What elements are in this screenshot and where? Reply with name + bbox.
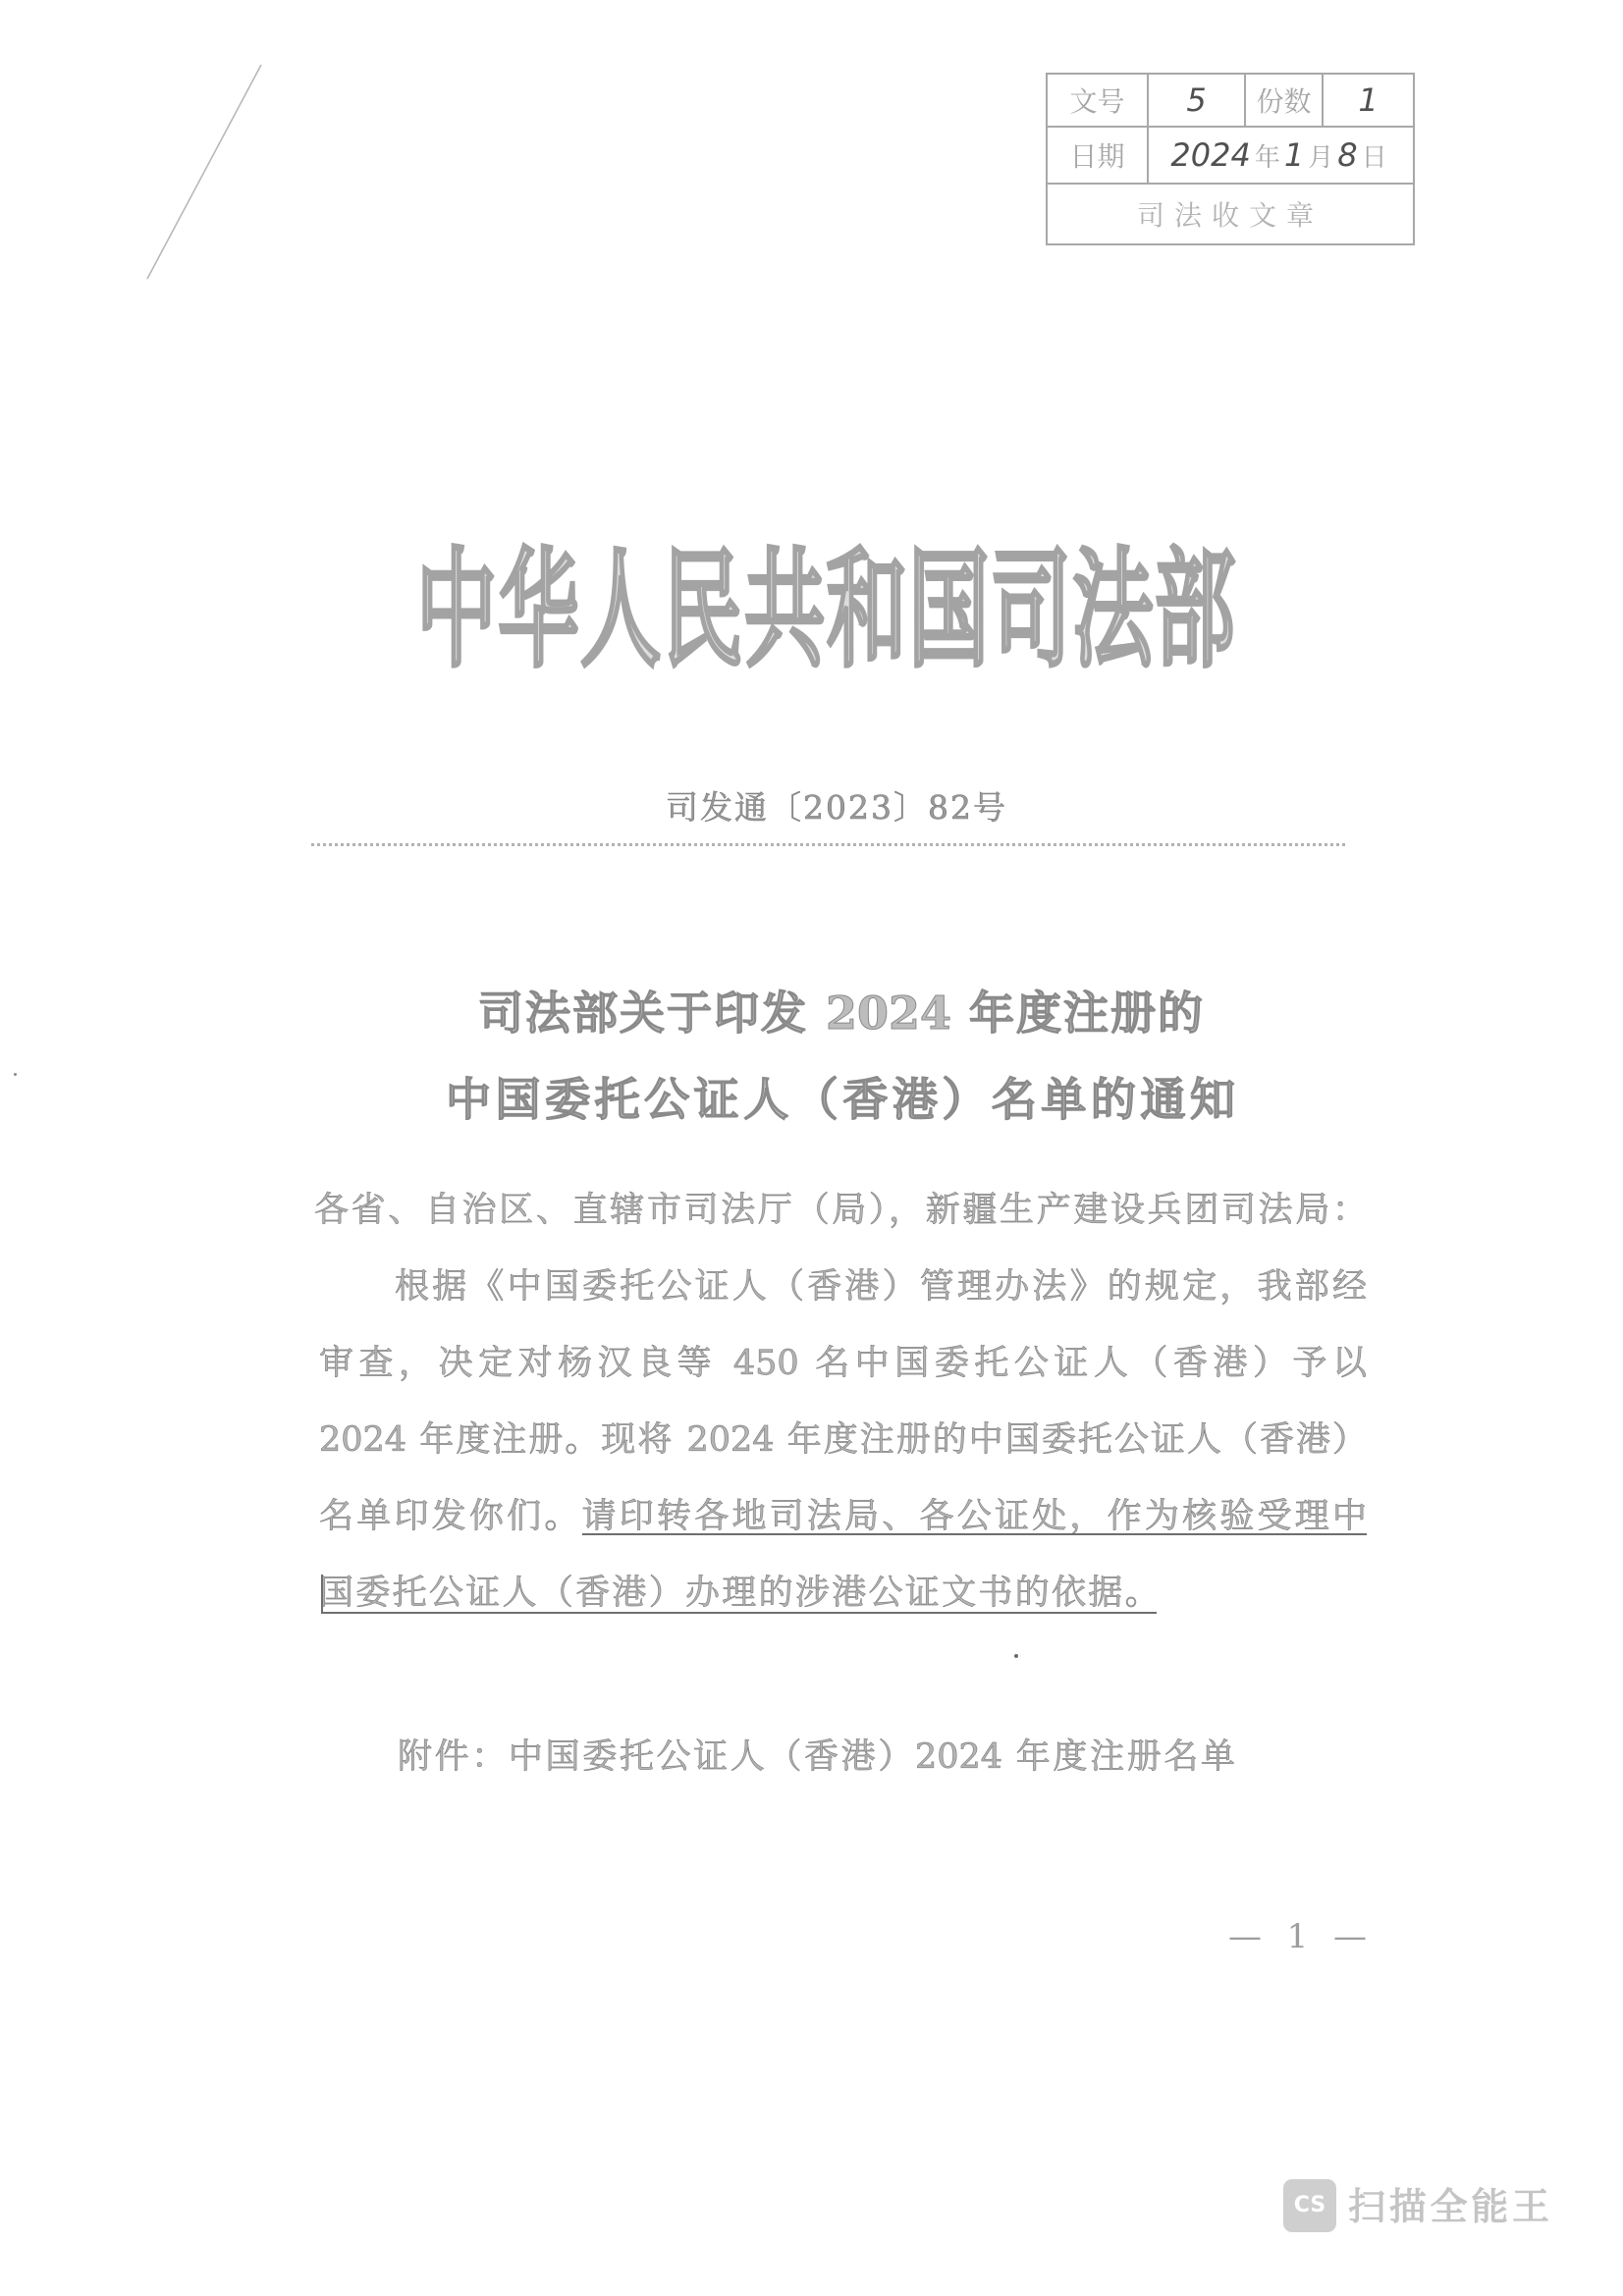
stamp-row-number [1048,75,1413,128]
receipt-stamp [1046,73,1415,245]
header-separator-rule [311,843,1345,846]
notice-title-line-2: 中国委托公证人（香港）名单的通知 [446,1074,1235,1125]
ink-speck [14,1073,17,1076]
body-line-2: 审查，决定对杨汉良等 450 名中国委托公证人（香港）予以 [319,1344,1367,1383]
pencil-mark [137,59,275,287]
scanner-watermark-text: 扫描全能王 [1348,2184,1549,2228]
stamp-date-year-unit: 年 [1254,142,1280,173]
ink-speck [1014,1654,1018,1658]
document-number: 司发通〔2023〕82号 [666,788,1007,827]
stamp-date-value [1149,128,1413,183]
page-number: — 1 — [1228,1917,1367,1956]
scanner-logo-icon: CS [1283,2179,1336,2232]
stamp-date-month: 1 [1283,136,1305,174]
stamp-date-label: 日期 [1048,128,1149,183]
body-line-1: 根据《中国委托公证人（香港）管理办法》的规定，我部经 [395,1267,1367,1307]
stamp-row-date [1048,128,1413,185]
stamp-number-label: 文号 [1048,75,1149,126]
body-line-4: 名单印发你们。请印转各地司法局、各公证处，作为核验受理中 [319,1497,1367,1536]
stamp-date-year: 2024 [1170,136,1251,174]
stamp-date-month-unit: 月 [1308,142,1334,173]
salutation: 各省、自治区、直辖市司法厅（局），新疆生产建设兵团司法局： [314,1191,1367,1230]
stamp-date-day-unit: 日 [1361,142,1387,173]
stamp-row-footer [1048,185,1413,243]
pen-underline-1 [582,1533,1367,1535]
stamp-number-value: 5 [1149,75,1246,126]
stamp-date-day: 8 [1337,136,1358,174]
pen-bracket-tick [321,1575,323,1614]
stamp-footer-text: 司法收文章 [1136,199,1324,232]
notice-title-line-1: 司法部关于印发 2024 年度注册的 [478,988,1203,1039]
body-line-3: 2024 年度注册。现将 2024 年度注册的中国委托公证人（香港） [319,1420,1367,1460]
pen-underline-2 [322,1612,1157,1614]
pencil-stroke [147,65,261,279]
body-line-5: 国委托公证人（香港）办理的涉港公证文书的依据。 [319,1574,1162,1613]
attachment-note: 附件：中国委托公证人（香港）2024 年度注册名单 [398,1737,1235,1777]
stamp-copies-value: 1 [1358,81,1379,119]
agency-header-title: 中华人民共和国司法部 [416,535,1235,686]
stamp-copies-label: 份数 [1246,75,1324,126]
